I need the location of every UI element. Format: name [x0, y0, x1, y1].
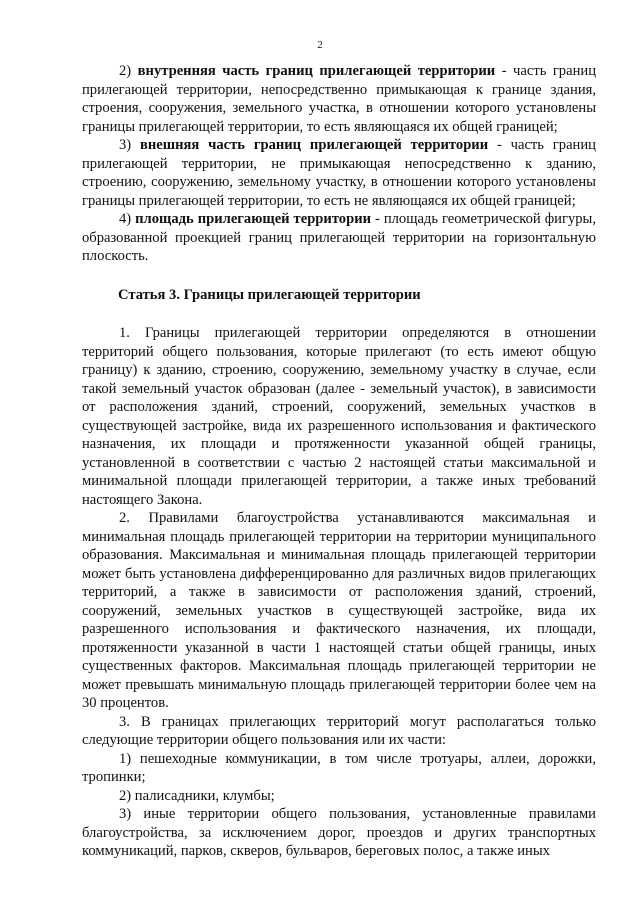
definition-text: - часть границ прилегающей территории, непосредственно примыкающая к границе здания, строения, сооружения, земельного участка, в отношении которого установлены границы прилегающей территории, то есть являющаяся их общей границей;	[82, 63, 597, 135]
definition-number: 3)	[119, 137, 132, 153]
article-heading: Статья 3. Границы прилегающей территории	[118, 286, 421, 303]
definition-item-4	[82, 210, 596, 266]
article-paragraph-1: 1. Границы прилегающей территории определяются в отношении территорий общего пользования, которые прилегают (то есть имеют общую границу) к зданию, строению, сооружению, земельному участку в случае, если такой земельный участок образован (далее - земельный участок), в зависимости от расположения зданий, строений, сооружений, земельных участков в существующей застройке, вида их разрешенного использования и фактического назначения, их площади и протяженности указанной общей границы, установленной в соответствии с частью 2 настоящей статьи максимальной и минимальной площади прилегающей территории, а также иных требований настоящего Закона.	[82, 325, 596, 508]
definition-number: 4)	[119, 211, 132, 227]
list-item-3: 3) иные территории общего пользования, установленные правилами благоустройства, за исключением дорог, проездов и других транспортных коммуникаций, парков, скверов, бульваров, береговых полос, а также иных	[82, 806, 596, 859]
definition-item-3	[82, 136, 596, 210]
article-paragraph-2: 2. Правилами благоустройства устанавливаются максимальная и минимальная площадь прилегающей территории на территории муниципального образования. Максимальная и минимальная площадь прилегающей территории может быть установлена дифференцированно для различных видов прилегающих территорий, а также в зависимости от расположения зданий, строений, сооружений, земельных участков в существующей застройке, вида их разрешенного использования и фактического назначения, их площади, протяженности указанной в части 1 настоящей статьи общей границы, иных существенных факторов. Максимальная площадь прилегающей территории не может превышать минимальную площадь прилегающей территории более чем на 30 процентов.	[82, 510, 596, 711]
list-item-1: 1) пешеходные коммуникации, в том числе тротуары, аллеи, дорожки, тропинки;	[82, 750, 596, 785]
document-body	[82, 62, 596, 861]
article-paragraph-3: 3. В границах прилегающих территорий могут располагаться только следующие территории общего пользования или их части:	[82, 713, 596, 748]
definition-term: внешняя часть границ прилегающей территории	[140, 137, 489, 153]
definition-text: - площадь геометрической фигуры, образованной проекцией границ прилегающей территории на горизонтальную плоскость.	[82, 211, 596, 264]
definition-item-2	[82, 62, 596, 136]
definition-number: 2)	[119, 63, 132, 79]
page-number: 2	[317, 39, 323, 51]
list-item-2: 2) палисадники, клумбы;	[119, 787, 275, 804]
definition-text: - часть границ прилегающей территории, не примыкающая непосредственно к зданию, строению, сооружению, земельному участку, в отношении которого установлены границы прилегающей территории, то есть не являющаяся их общей границей;	[82, 137, 596, 209]
definition-term: внутренняя часть границ прилегающей территории	[137, 63, 496, 79]
definition-term: площадь прилегающей территории	[135, 211, 372, 227]
